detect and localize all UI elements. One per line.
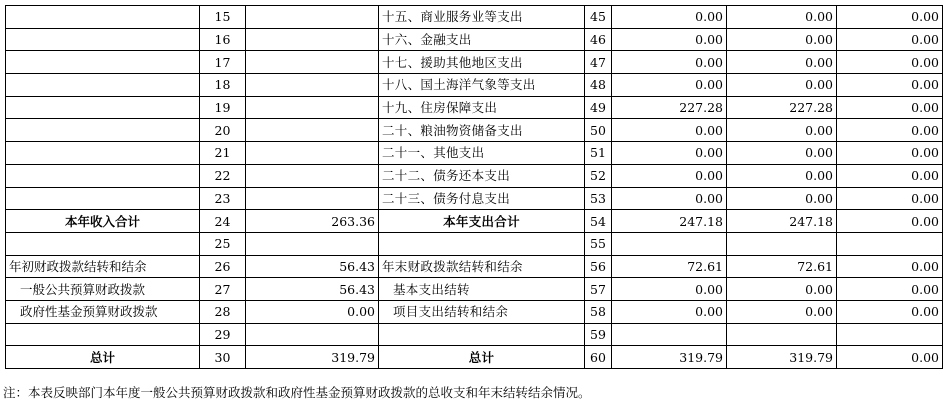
expenditure-item-cell: 二十二、债务还本支出 bbox=[379, 164, 585, 187]
expenditure-line-number-cell: 56 bbox=[585, 255, 612, 278]
expenditure-line-number-cell: 51 bbox=[585, 142, 612, 165]
income-line-number-cell: 30 bbox=[200, 346, 246, 369]
income-item-cell: 本年收入合计 bbox=[6, 210, 200, 233]
income-amount-cell: 56.43 bbox=[246, 255, 379, 278]
expenditure-item-cell: 十九、住房保障支出 bbox=[379, 96, 585, 119]
table-row bbox=[6, 74, 943, 97]
expenditure-line-number-cell: 54 bbox=[585, 210, 612, 233]
expenditure-item-cell: 十五、商业服务业等支出 bbox=[379, 6, 585, 29]
income-line-number-cell: 17 bbox=[200, 51, 246, 74]
government-fund-cell bbox=[837, 323, 943, 346]
income-amount-cell bbox=[246, 74, 379, 97]
general-budget-cell: 0.00 bbox=[727, 119, 837, 142]
income-item-cell: 政府性基金预算财政拨款 bbox=[6, 300, 200, 323]
government-fund-cell: 0.00 bbox=[837, 210, 943, 233]
government-fund-cell: 0.00 bbox=[837, 142, 943, 165]
government-fund-cell: 0.00 bbox=[837, 164, 943, 187]
fiscal-appropriation-table bbox=[5, 5, 943, 369]
income-item-cell bbox=[6, 187, 200, 210]
expenditure-line-number-cell: 58 bbox=[585, 300, 612, 323]
expenditure-line-number-cell: 50 bbox=[585, 119, 612, 142]
income-amount-cell bbox=[246, 28, 379, 51]
general-budget-cell: 0.00 bbox=[727, 164, 837, 187]
expenditure-item-cell bbox=[379, 232, 585, 255]
income-amount-cell bbox=[246, 164, 379, 187]
expenditure-line-number-cell: 57 bbox=[585, 278, 612, 301]
income-item-cell bbox=[6, 96, 200, 119]
income-amount-cell: 0.00 bbox=[246, 300, 379, 323]
income-amount-cell bbox=[246, 142, 379, 165]
income-amount-cell bbox=[246, 51, 379, 74]
general-budget-cell: 0.00 bbox=[727, 51, 837, 74]
income-amount-cell: 263.36 bbox=[246, 210, 379, 233]
income-amount-cell bbox=[246, 119, 379, 142]
expenditure-item-cell: 基本支出结转 bbox=[379, 278, 585, 301]
income-line-number-cell: 26 bbox=[200, 255, 246, 278]
expenditure-total-cell: 0.00 bbox=[612, 51, 727, 74]
income-amount-cell bbox=[246, 323, 379, 346]
expenditure-total-cell: 0.00 bbox=[612, 6, 727, 29]
income-amount-cell: 319.79 bbox=[246, 346, 379, 369]
expenditure-total-cell: 227.28 bbox=[612, 96, 727, 119]
income-line-number-cell: 25 bbox=[200, 232, 246, 255]
expenditure-total-cell: 0.00 bbox=[612, 164, 727, 187]
income-item-cell bbox=[6, 28, 200, 51]
expenditure-item-cell: 总计 bbox=[379, 346, 585, 369]
income-item-cell: 年初财政拨款结转和结余 bbox=[6, 255, 200, 278]
government-fund-cell: 0.00 bbox=[837, 187, 943, 210]
general-budget-cell: 0.00 bbox=[727, 187, 837, 210]
expenditure-total-cell: 0.00 bbox=[612, 74, 727, 97]
income-item-cell: 一般公共预算财政拨款 bbox=[6, 278, 200, 301]
government-fund-cell: 0.00 bbox=[837, 300, 943, 323]
government-fund-cell: 0.00 bbox=[837, 6, 943, 29]
government-fund-cell: 0.00 bbox=[837, 346, 943, 369]
table-row bbox=[6, 323, 943, 346]
expenditure-total-cell: 319.79 bbox=[612, 346, 727, 369]
expenditure-total-cell bbox=[612, 323, 727, 346]
table-row bbox=[6, 232, 943, 255]
government-fund-cell: 0.00 bbox=[837, 74, 943, 97]
expenditure-total-cell: 0.00 bbox=[612, 119, 727, 142]
expenditure-line-number-cell: 60 bbox=[585, 346, 612, 369]
income-item-cell bbox=[6, 119, 200, 142]
government-fund-cell: 0.00 bbox=[837, 255, 943, 278]
government-fund-cell: 0.00 bbox=[837, 28, 943, 51]
table-row bbox=[6, 187, 943, 210]
expenditure-line-number-cell: 48 bbox=[585, 74, 612, 97]
income-line-number-cell: 18 bbox=[200, 74, 246, 97]
income-line-number-cell: 16 bbox=[200, 28, 246, 51]
income-amount-cell: 56.43 bbox=[246, 278, 379, 301]
income-line-number-cell: 19 bbox=[200, 96, 246, 119]
table-row bbox=[6, 96, 943, 119]
expenditure-total-cell: 0.00 bbox=[612, 28, 727, 51]
table-row bbox=[6, 300, 943, 323]
expenditure-item-cell: 十八、国土海洋气象等支出 bbox=[379, 74, 585, 97]
expenditure-line-number-cell: 59 bbox=[585, 323, 612, 346]
expenditure-total-cell: 0.00 bbox=[612, 187, 727, 210]
general-budget-cell: 227.28 bbox=[727, 96, 837, 119]
expenditure-total-cell bbox=[612, 232, 727, 255]
income-line-number-cell: 15 bbox=[200, 6, 246, 29]
expenditure-item-cell: 十六、金融支出 bbox=[379, 28, 585, 51]
table-row bbox=[6, 164, 943, 187]
table-row bbox=[6, 142, 943, 165]
expenditure-item-cell: 二十一、其他支出 bbox=[379, 142, 585, 165]
expenditure-line-number-cell: 49 bbox=[585, 96, 612, 119]
table-row bbox=[6, 28, 943, 51]
expenditure-total-cell: 0.00 bbox=[612, 142, 727, 165]
expenditure-line-number-cell: 53 bbox=[585, 187, 612, 210]
expenditure-line-number-cell: 45 bbox=[585, 6, 612, 29]
general-budget-cell bbox=[727, 232, 837, 255]
expenditure-item-cell: 年末财政拨款结转和结余 bbox=[379, 255, 585, 278]
government-fund-cell bbox=[837, 232, 943, 255]
government-fund-cell: 0.00 bbox=[837, 119, 943, 142]
income-line-number-cell: 20 bbox=[200, 119, 246, 142]
income-item-cell bbox=[6, 164, 200, 187]
government-fund-cell: 0.00 bbox=[837, 278, 943, 301]
expenditure-line-number-cell: 47 bbox=[585, 51, 612, 74]
general-budget-cell: 72.61 bbox=[727, 255, 837, 278]
expenditure-line-number-cell: 55 bbox=[585, 232, 612, 255]
income-amount-cell bbox=[246, 6, 379, 29]
income-line-number-cell: 28 bbox=[200, 300, 246, 323]
income-amount-cell bbox=[246, 96, 379, 119]
general-budget-cell: 0.00 bbox=[727, 6, 837, 29]
income-line-number-cell: 27 bbox=[200, 278, 246, 301]
income-item-cell bbox=[6, 74, 200, 97]
table-row bbox=[6, 51, 943, 74]
income-item-cell bbox=[6, 142, 200, 165]
table-row bbox=[6, 210, 943, 233]
table-row bbox=[6, 255, 943, 278]
expenditure-total-cell: 0.00 bbox=[612, 278, 727, 301]
table-row bbox=[6, 119, 943, 142]
income-line-number-cell: 23 bbox=[200, 187, 246, 210]
expenditure-item-cell: 本年支出合计 bbox=[379, 210, 585, 233]
expenditure-total-cell: 0.00 bbox=[612, 300, 727, 323]
income-line-number-cell: 22 bbox=[200, 164, 246, 187]
general-budget-cell: 247.18 bbox=[727, 210, 837, 233]
table-row bbox=[6, 6, 943, 29]
general-budget-cell: 0.00 bbox=[727, 300, 837, 323]
expenditure-line-number-cell: 52 bbox=[585, 164, 612, 187]
expenditure-item-cell: 十七、援助其他地区支出 bbox=[379, 51, 585, 74]
income-item-cell bbox=[6, 323, 200, 346]
general-budget-cell: 0.00 bbox=[727, 278, 837, 301]
general-budget-cell: 0.00 bbox=[727, 142, 837, 165]
table-row bbox=[6, 346, 943, 369]
expenditure-item-cell: 二十三、债务付息支出 bbox=[379, 187, 585, 210]
income-item-cell: 总计 bbox=[6, 346, 200, 369]
expenditure-item-cell: 二十、粮油物资储备支出 bbox=[379, 119, 585, 142]
general-budget-cell: 0.00 bbox=[727, 74, 837, 97]
government-fund-cell: 0.00 bbox=[837, 96, 943, 119]
general-budget-cell bbox=[727, 323, 837, 346]
income-item-cell bbox=[6, 51, 200, 74]
income-line-number-cell: 24 bbox=[200, 210, 246, 233]
income-item-cell bbox=[6, 6, 200, 29]
government-fund-cell: 0.00 bbox=[837, 51, 943, 74]
income-amount-cell bbox=[246, 187, 379, 210]
general-budget-cell: 319.79 bbox=[727, 346, 837, 369]
general-budget-cell: 0.00 bbox=[727, 28, 837, 51]
expenditure-item-cell bbox=[379, 323, 585, 346]
income-line-number-cell: 21 bbox=[200, 142, 246, 165]
expenditure-item-cell: 项目支出结转和结余 bbox=[379, 300, 585, 323]
income-item-cell bbox=[6, 232, 200, 255]
income-amount-cell bbox=[246, 232, 379, 255]
income-line-number-cell: 29 bbox=[200, 323, 246, 346]
expenditure-line-number-cell: 46 bbox=[585, 28, 612, 51]
expenditure-total-cell: 72.61 bbox=[612, 255, 727, 278]
table-footnote: 注：本表反映部门本年度一般公共预算财政拨款和政府性基金预算财政拨款的总收支和年末结转结余情况。 bbox=[3, 385, 591, 400]
expenditure-total-cell: 247.18 bbox=[612, 210, 727, 233]
table-row bbox=[6, 278, 943, 301]
